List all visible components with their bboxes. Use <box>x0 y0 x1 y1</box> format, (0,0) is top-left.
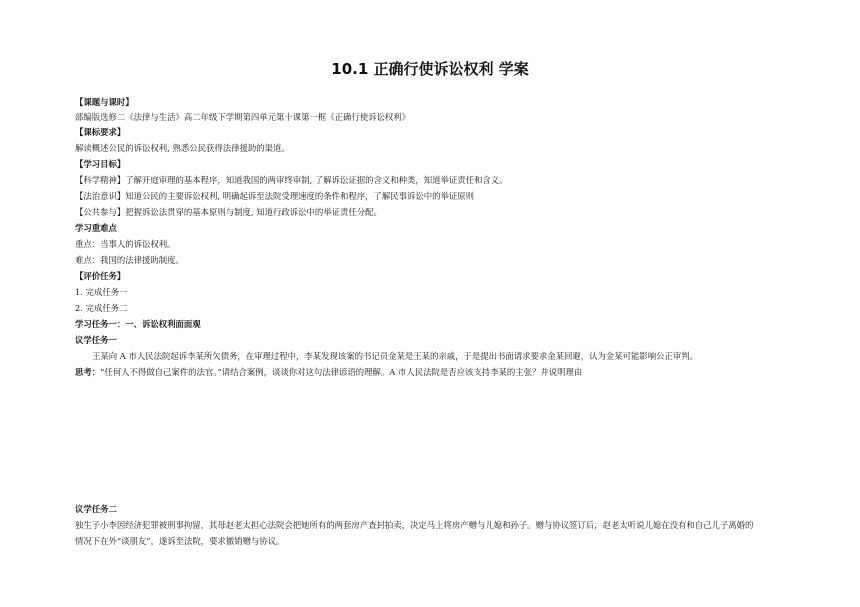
think-question <box>75 366 582 378</box>
course-text: 部编版选修二《法律与生活》高二年级下学期第四单元第十课第一框《正确行使诉讼权利》 <box>75 112 410 122</box>
standard-text: 解读概述公民的诉讼权利, 熟悉公民获得法律援助的渠道。 <box>75 143 290 153</box>
goal-participation: 【公共参与】把握诉讼法贯穿的基本原则与制度, 知道行政诉讼中的举证责任分配。 <box>75 207 382 217</box>
case-paragraph-2-line-1: 独生子小李因经济犯罪被刑事拘留，其母赵老太担心法院会把她所有的两套房产查封拍卖，决定马上将房产赠与儿媳和孙子。赠与协议签订后，赵老太听说儿媳在没有和自己儿子离婚的 <box>75 520 754 530</box>
document-title: 10.1 正确行使诉讼权利 学案 <box>331 60 529 78</box>
discussion-task-1-heading: 议学任务一 <box>75 335 117 345</box>
goal-law: 【法治意识】知道公民的主要诉讼权利, 明确起诉至法院受理速度的条件和程序，了解民事诉讼中的举证原则 <box>75 191 474 201</box>
section-heading-goals: 【学习目标】 <box>75 159 126 169</box>
difficult-point: 难点：我国的法律援助制度。 <box>75 255 184 265</box>
evaluation-item-1: 1. 完成任务一 <box>75 287 128 297</box>
section-heading-course: 【课题与课时】 <box>75 97 134 107</box>
section-heading-key-points: 学习重难点 <box>75 223 117 233</box>
case-paragraph-1: 王某向 A 市人民法院起诉李某所欠债务，在审理过程中，李某发现该案的书记员金某是王某的亲戚，于是提出书面请求要求金某回避，认为金某可能影响公正审判。 <box>92 351 698 361</box>
think-text: “任何人不得做自己案件的法官。”请结合案例，谈谈你对这句法律谚语的理解。A 市人民法院是否应该支持李某的主张？并说明理由 <box>100 367 583 377</box>
key-point: 重点：当事人的诉讼权利。 <box>75 239 176 249</box>
evaluation-item-2: 2. 完成任务二 <box>75 303 128 313</box>
section-heading-standard: 【课标要求】 <box>75 127 126 137</box>
discussion-task-2-heading: 议学任务二 <box>75 504 117 514</box>
goal-science: 【科学精神】了解开庭审理的基本程序，知道我国的两审终审制, 了解诉讼证据的含义和种类，知道举证责任和含义。 <box>75 175 508 185</box>
section-heading-evaluation: 【评价任务】 <box>75 271 126 281</box>
task-one-heading: 学习任务一：一、诉讼权利面面观 <box>75 319 201 329</box>
case-paragraph-2-line-2: 情况下在外“谈朋友”，遂诉至法院，要求撤销赠与协议。 <box>75 536 285 546</box>
think-label: 思考： <box>75 367 101 377</box>
